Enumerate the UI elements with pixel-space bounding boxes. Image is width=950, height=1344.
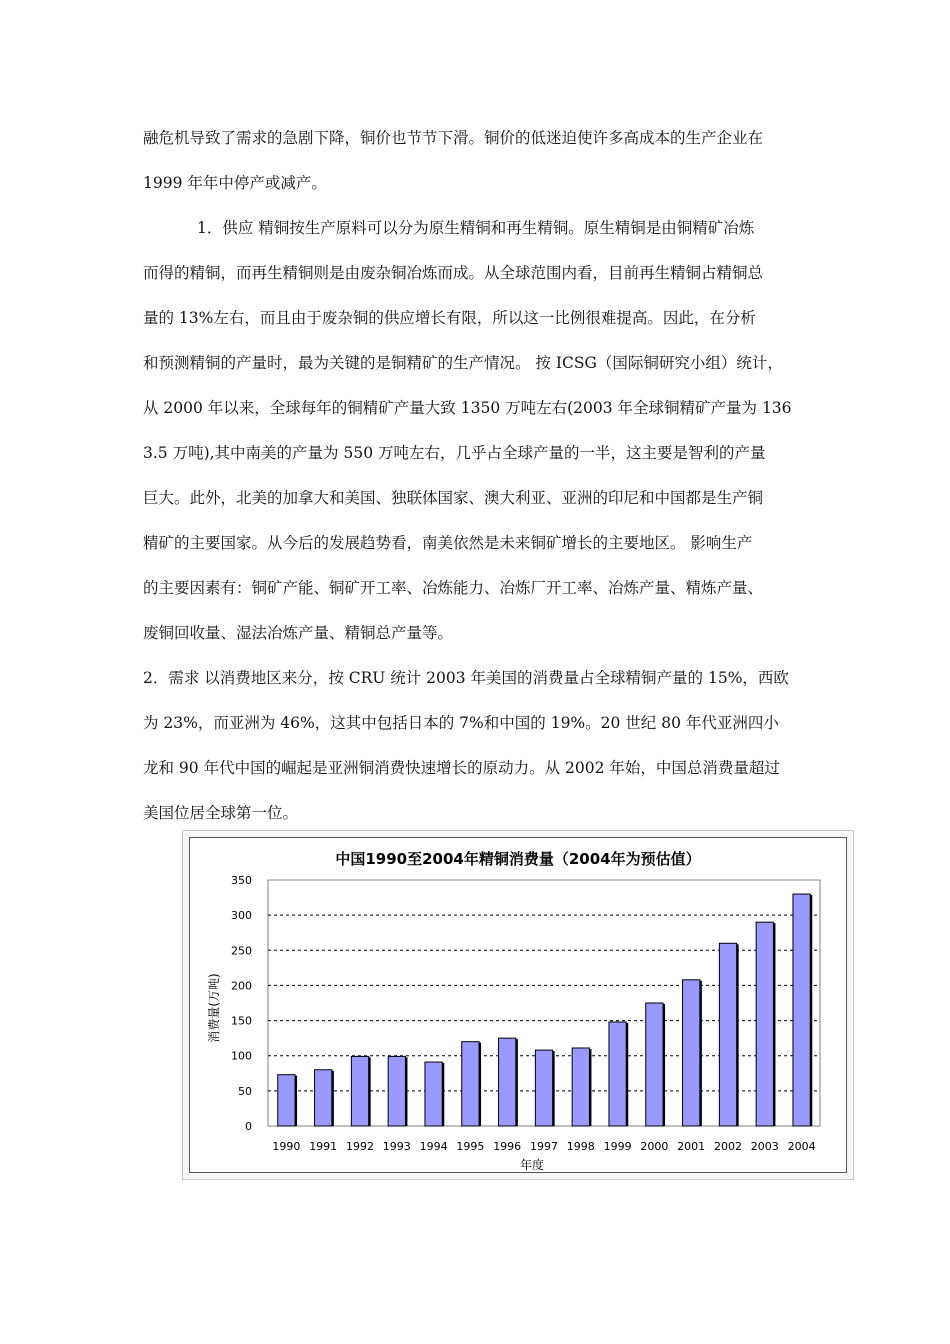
paragraph-line: 精矿的主要国家。从今后的发展趋势看，南美依然是未来铜矿增长的主要地区。 影响生产 bbox=[143, 534, 753, 552]
bar-1994 bbox=[425, 1062, 442, 1126]
x-axis-label: 年度 bbox=[519, 1158, 545, 1172]
x-tick-label: 1994 bbox=[419, 1140, 448, 1153]
y-tick-label: 350 bbox=[231, 874, 252, 887]
paragraph-line: 从 2000 年以来，全球每年的铜精矿产量大致 1350 万吨左右(2003 年全球铜精矿产量为 136 bbox=[143, 399, 792, 417]
paragraph-line: 量的 13%左右，而且由于废杂铜的供应增长有限，所以这一比例很难提高。因此，在分析 bbox=[143, 309, 756, 327]
x-tick-label: 1991 bbox=[309, 1140, 338, 1153]
consumption-bar-chart bbox=[190, 838, 846, 1172]
y-tick-label: 50 bbox=[238, 1084, 252, 1098]
x-tick-label: 1993 bbox=[382, 1140, 411, 1153]
chart-frame bbox=[182, 830, 854, 1180]
y-tick-label: 300 bbox=[231, 909, 252, 923]
paragraph-line: 和预测精铜的产量时，最为关键的是铜精矿的生产情况。 按 ICSG（国际铜研究小组）统计， bbox=[143, 354, 783, 372]
x-tick-label: 1998 bbox=[566, 1140, 595, 1153]
paragraph-line: 为 23%，而亚洲为 46%，这其中包括日本的 7%和中国的 19%。20 世纪 80 年代亚洲四小 bbox=[143, 714, 779, 732]
paragraph-line: 而得的精铜，而再生精铜则是由废杂铜冶炼而成。从全球范围内看，目前再生精铜占精铜总 bbox=[143, 264, 764, 282]
paragraph-line: 2．需求 以消费地区来分，按 CRU 统计 2003 年美国的消费量占全球精铜产量的 15%，西欧 bbox=[143, 669, 789, 687]
plot-area bbox=[231, 874, 820, 1153]
bar-1998 bbox=[572, 1048, 589, 1126]
y-axis-label: 消费量(万吨) bbox=[207, 973, 221, 1043]
paragraph-line: 1．供应 精铜按生产原料可以分为原生精铜和再生精铜。原生精铜是由铜精矿冶炼 bbox=[197, 219, 755, 237]
bar-1997 bbox=[535, 1050, 552, 1126]
paragraph-line: 3.5 万吨),其中南美的产量为 550 万吨左右，几乎占全球产量的一半，这主要是智利的产量 bbox=[143, 444, 766, 462]
y-tick-label: 250 bbox=[231, 944, 252, 958]
paragraph-line: 废铜回收量、湿法冶炼产量、精铜总产量等。 bbox=[143, 624, 454, 642]
bar-1996 bbox=[499, 1038, 516, 1126]
y-tick-label: 150 bbox=[231, 1014, 252, 1028]
x-tick-label: 2003 bbox=[750, 1140, 779, 1153]
y-tick-label: 0 bbox=[245, 1120, 252, 1133]
paragraph-line: 的主要因素有：铜矿产能、铜矿开工率、冶炼能力、冶炼厂开工率、冶炼产量、精炼产量、 bbox=[143, 579, 764, 597]
x-tick-label: 2000 bbox=[640, 1140, 669, 1153]
bar-2004 bbox=[793, 894, 810, 1126]
bar-1990 bbox=[278, 1075, 295, 1126]
x-tick-label: 2002 bbox=[714, 1140, 742, 1153]
x-tick-label: 1992 bbox=[346, 1140, 374, 1153]
y-tick-label: 200 bbox=[231, 979, 252, 993]
paragraph-line: 龙和 90 年代中国的崛起是亚洲铜消费快速增长的原动力。从 2002 年始，中国总消费量超过 bbox=[143, 759, 780, 777]
x-tick-label: 2004 bbox=[787, 1140, 816, 1153]
bar-2003 bbox=[756, 922, 773, 1126]
paragraph-line: 1999 年年中停产或减产。 bbox=[143, 174, 327, 192]
chart-container bbox=[189, 837, 847, 1173]
x-tick-label: 1990 bbox=[272, 1140, 301, 1153]
bar-2002 bbox=[719, 943, 736, 1126]
paragraph-line: 融危机导致了需求的急剧下降，铜价也节节下滑。铜价的低迷迫使许多高成本的生产企业在 bbox=[143, 129, 764, 147]
bar-1999 bbox=[609, 1022, 626, 1126]
x-tick-label: 1995 bbox=[456, 1140, 485, 1153]
bar-2001 bbox=[683, 980, 700, 1126]
x-tick-label: 1999 bbox=[603, 1140, 632, 1153]
bar-1995 bbox=[462, 1042, 479, 1126]
x-tick-label: 2001 bbox=[677, 1140, 706, 1153]
bar-1991 bbox=[315, 1070, 332, 1126]
x-tick-label: 1996 bbox=[493, 1140, 522, 1153]
bar-2000 bbox=[646, 1003, 663, 1126]
y-tick-label: 100 bbox=[231, 1049, 252, 1063]
x-tick-label: 1997 bbox=[530, 1140, 558, 1153]
paragraph-line: 巨大。此外，北美的加拿大和美国、独联体国家、澳大利亚、亚洲的印尼和中国都是生产铜 bbox=[143, 489, 764, 507]
chart-title: 中国1990至2004年精铜消费量（2004年为预估值） bbox=[335, 850, 701, 868]
bar-1992 bbox=[351, 1056, 368, 1126]
bar-1993 bbox=[388, 1056, 405, 1126]
paragraph-line: 美国位居全球第一位。 bbox=[143, 804, 299, 822]
